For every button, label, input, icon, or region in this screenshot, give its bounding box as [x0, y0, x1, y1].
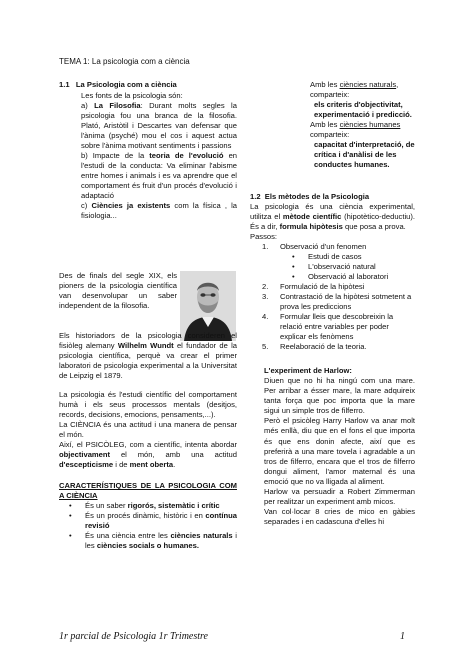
wundt-paragraph: Els historiadors de la psicologia consideren el fisiòleg alemany Wilhelm Wundt el fundador de la psicologia científica, perquè va crear el primer laboratori de psicologia experimental a la Universitat de Leipzig el 1879.: [59, 331, 237, 381]
list-item: • És una ciència entre les ciències naturals i les ciències socials o humanes.: [69, 531, 237, 551]
page-number: 1: [400, 631, 405, 642]
bullet-icon: •: [69, 531, 72, 541]
substeps-list: [262, 252, 415, 282]
method-paragraph: La psicologia és una ciència experimental, utilitza el mètode científic (hipotètico-deductiu). És a dir, formula hipòtesis que posa a prova.: [250, 202, 415, 232]
bullet-icon: •: [292, 252, 295, 262]
wundt-intro: Des de finals del segle XIX, els pioners de la psicologia científica van desenvolupar un saber independent de la filosofia.: [59, 271, 177, 311]
list-item: • L'observació natural: [292, 262, 376, 272]
list-item: • És un procés dinàmic, històric i en contínua revisió: [69, 511, 237, 531]
section-1-1-heading: 1.1 La Psicologia com a ciència: [59, 80, 177, 89]
source-c: c) Ciències ja existents com la física , la fisiologia...: [81, 201, 237, 221]
list-item: • És un saber rigorós, sistemàtic i crític: [69, 501, 220, 511]
sources-block: [59, 91, 237, 221]
source-b: b) Impacte de la teoria de l'evolució en l'estudi de la conducta: Va eliminar l'abisme entre homes i animals i es va aprendre que el comportament és fruit d'un procés d'evolució i adaptació: [81, 151, 238, 201]
list-item: 1. Observació d'un fenomen: [262, 242, 367, 252]
list-item: • Estudi de casos: [292, 252, 362, 262]
bullet-icon: •: [292, 262, 295, 272]
psychologist-paragraph: Així, el PSICÒLEG, com a científic, intenta abordar objectivament el món, amb una actitud d'escepticisme i de ment oberta.: [59, 440, 237, 470]
harlow-paragraph: Van col·locar 8 cries de mico en gàbies separades i en cadascuna d'elles hi: [264, 506, 415, 526]
sources-intro: Les fonts de la psicologia són:: [81, 91, 183, 101]
bullet-icon: •: [292, 272, 295, 282]
list-item: 3. Contrastació de la hipòtesi sotmetent a prova les prediccions: [262, 292, 412, 312]
characteristics-list: [59, 501, 237, 551]
list-item: 4. Formular lleis que descobreixin la relació entre variables per poder explicar els fenòmens: [262, 312, 394, 342]
bullet-icon: •: [69, 501, 72, 511]
left-column: [59, 80, 237, 221]
harlow-heading: L'experiment de Harlow:: [264, 366, 352, 376]
list-item: • Observació al laboratori: [292, 272, 389, 282]
harlow-paragraph: Harlow va persuadir a Robert Zimmerman per realitzar un experiment amb micos.: [264, 486, 415, 506]
right-column: [250, 80, 415, 527]
natural-sciences-block: [250, 80, 415, 170]
list-item: 2. Formulació de la hipòtesi: [262, 282, 365, 292]
human-sciences-line: Amb les ciències humanes comparteix:: [310, 120, 401, 140]
page-footer: 1r parcial de Psicologia 1r Trimestre: [59, 631, 208, 642]
steps-label: Passos:: [250, 232, 278, 242]
natural-sciences-criteria: els criteris d'objectivitat, experimentació i predicció.: [314, 100, 412, 120]
list-item: 5. Reelaboració de la teoria.: [262, 342, 367, 352]
human-sciences-criteria: capacitat d'interpretació, de crítica i d'anàlisi de les conductes humanes.: [314, 140, 415, 170]
source-a: a) La Filosofia: Durant molts segles la psicologia fou una branca de la filosofia. Plató, Aristòtil i Descartes van defensar que l'ànima (psyché) mou el cos i aquest actua sobre l'ànima motivant sentiments i passions: [81, 101, 237, 151]
harlow-text: [250, 376, 415, 526]
natural-sciences-line: Amb les ciències naturals, comparteix:: [310, 80, 399, 100]
harlow-paragraph: Diuen que no hi ha ningú com una mare. Per arribar a ésser mare, la mare adquireix tanta força que poc importa que la mare sigui un simple tros de filferro.: [264, 376, 415, 416]
science-paragraph: La CIÈNCIA és una actitud i una manera de pensar el món.: [59, 420, 237, 440]
harlow-paragraph: Però el psicòleg Harry Harlow va anar molt més enllà, diu que en el fons el que importa és que ens donin afecte, així que es preferirà a una mare tovela i agradable a un tros de filferro, encara que el tros de filferro dongui aliment, l'amor maternal és una emoció que no va lligada al aliment.: [264, 416, 415, 486]
definition-paragraph: La psicologia és l'estudi científic del comportament humà i els seus processos mentals (desitjos, records, decisions, emocions, pensaments,...).: [59, 390, 237, 420]
section-1-2-heading: 1.2 Els mètodes de la Psicologia: [250, 192, 370, 202]
left-column-lower: [59, 331, 237, 551]
document-title: TEMA 1: La psicologia com a ciència: [59, 57, 190, 66]
steps-list: [250, 242, 415, 352]
characteristics-heading: CARACTERÍSTIQUES DE LA PSICOLOGIA COM A CIÈNCIA: [59, 481, 237, 501]
bullet-icon: •: [69, 511, 72, 521]
